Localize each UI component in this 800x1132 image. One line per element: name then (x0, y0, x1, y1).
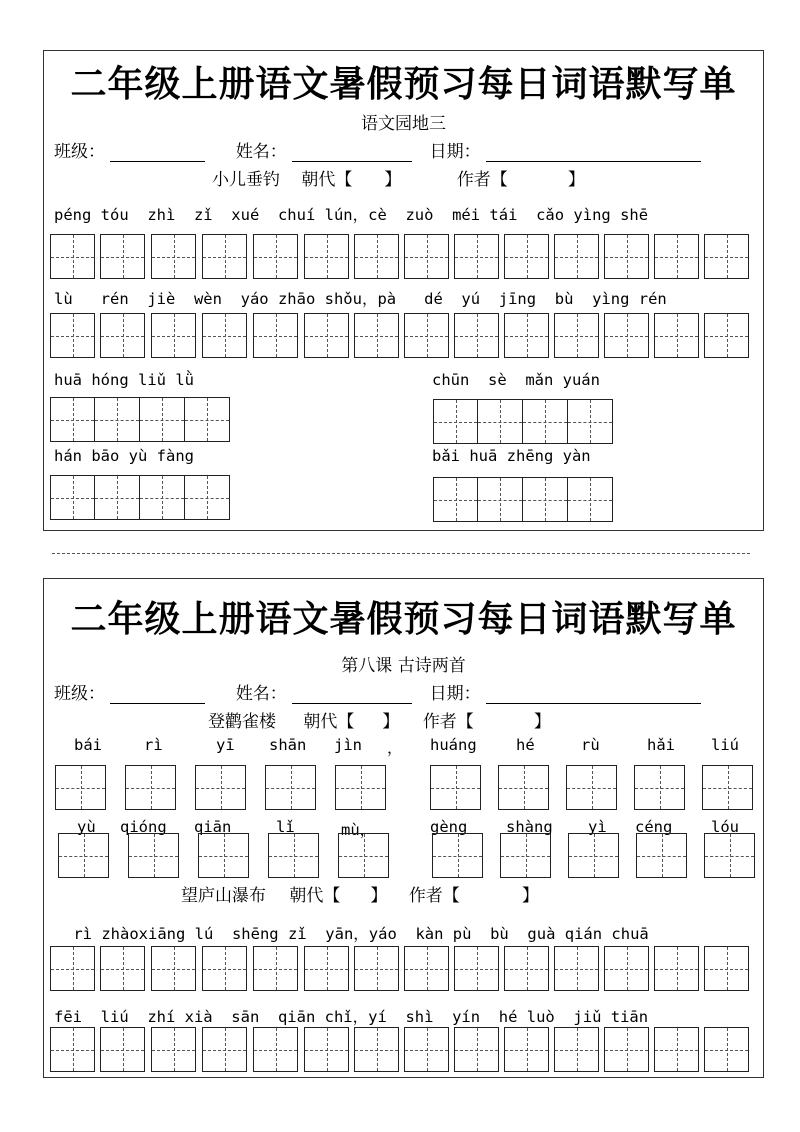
tianzige-cell[interactable] (253, 313, 298, 358)
writing-grid-row[interactable] (50, 234, 749, 279)
tianzige-cell[interactable] (604, 234, 649, 279)
writing-grid-row[interactable] (50, 1027, 749, 1072)
tianzige-cell[interactable] (100, 234, 145, 279)
tianzige-cell[interactable] (125, 765, 176, 810)
tianzige-cell[interactable] (704, 234, 749, 279)
worksheet-2 (43, 578, 764, 1078)
author-label: 作者【 (456, 170, 508, 190)
tianzige-cell[interactable] (151, 946, 196, 991)
dynasty-close: 】 (382, 712, 400, 732)
tianzige-cell[interactable] (504, 946, 549, 991)
worksheet-title: 二年级上册语文暑假预习每日词语默写单 (70, 598, 737, 640)
dynasty-close: 】 (370, 886, 388, 906)
tianzige-cell[interactable] (454, 234, 499, 279)
tianzige-cell[interactable] (498, 765, 549, 810)
tianzige-cell[interactable] (704, 946, 749, 991)
pinyin-syllable: hǎi (647, 736, 675, 754)
pinyin-syllable: shàng (506, 818, 553, 836)
tianzige-cell[interactable] (50, 234, 95, 279)
tianzige-cell[interactable] (432, 833, 483, 878)
tianzige-cell[interactable] (354, 313, 399, 358)
tianzige-cell[interactable] (568, 833, 619, 878)
poem-name: 登鹳雀楼 (208, 712, 276, 732)
dynasty-label: 朝代【 (303, 712, 355, 732)
tianzige-cell[interactable] (568, 399, 613, 444)
tianzige-cell[interactable] (185, 475, 230, 520)
tianzige-cell[interactable] (433, 477, 478, 522)
student-info-line (54, 137, 701, 162)
tianzige-cell[interactable] (504, 1027, 549, 1072)
worksheet-1 (43, 50, 764, 531)
author-close: 】 (567, 170, 585, 190)
tianzige-cell[interactable] (253, 1027, 298, 1072)
pinyin-row: fēi liú zhí xià sān qiān chǐ，yí shì yín hé luò jiǔ tiān (54, 1008, 649, 1026)
pinyin-syllable: hé (516, 736, 535, 754)
pinyin-row: rì zhàoxiāng lú shēng zǐ yān，yáo kàn pù bù guà qián chuā (64, 925, 649, 943)
tianzige-cell[interactable] (704, 1027, 749, 1072)
word-pinyin: bǎi huā zhēng yàn (432, 447, 591, 465)
writing-grid-row[interactable] (50, 313, 749, 358)
tianzige-cell[interactable] (554, 946, 599, 991)
pinyin-syllable: lǐ (276, 818, 295, 836)
tianzige-cell[interactable] (50, 1027, 95, 1072)
tianzige-cell[interactable] (404, 946, 449, 991)
tianzige-cell[interactable] (354, 1027, 399, 1072)
tianzige-cell[interactable] (604, 1027, 649, 1072)
tianzige-cell[interactable] (304, 1027, 349, 1072)
poem-heading (181, 881, 539, 906)
pinyin-syllable: rì (144, 736, 163, 754)
tianzige-cell[interactable] (100, 313, 145, 358)
name-blank[interactable] (292, 145, 412, 162)
tianzige-cell[interactable] (654, 946, 699, 991)
student-info-line (54, 679, 701, 704)
pinyin-syllable: shān (269, 736, 307, 754)
lesson-subtitle: 第八课 古诗两首 (341, 656, 466, 676)
tianzige-cell[interactable] (504, 234, 549, 279)
tianzige-cell[interactable] (404, 1027, 449, 1072)
tianzige-cell[interactable] (454, 946, 499, 991)
tianzige-cell[interactable] (335, 765, 386, 810)
worksheet-title: 二年级上册语文暑假预习每日词语默写单 (70, 63, 737, 105)
name-label: 姓名： (235, 142, 287, 162)
tianzige-cell[interactable] (404, 313, 449, 358)
tianzige-cell[interactable] (634, 765, 685, 810)
date-blank[interactable] (486, 145, 701, 162)
tianzige-cell[interactable] (95, 397, 140, 442)
lesson-subtitle: 语文园地三 (361, 114, 446, 134)
tianzige-cell[interactable] (202, 234, 247, 279)
pinyin-syllable: jìn (334, 736, 362, 754)
tianzige-cell[interactable] (185, 397, 230, 442)
pinyin-syllable: gèng (430, 818, 468, 836)
tianzige-cell[interactable] (504, 313, 549, 358)
cut-line (52, 553, 750, 554)
pinyin-syllable: yù (77, 818, 96, 836)
tianzige-cell[interactable] (566, 765, 617, 810)
date-label: 日期： (429, 684, 481, 704)
author-close: 】 (533, 712, 551, 732)
pinyin-syllable: qióng (120, 818, 167, 836)
class-label: 班级： (54, 142, 105, 162)
poem-heading (212, 165, 585, 190)
tianzige-cell[interactable] (100, 1027, 145, 1072)
pinyin-syllable: qiān (194, 818, 232, 836)
word-pinyin: hán bāo yù fàng (54, 447, 194, 465)
pinyin-syllable: mù， (341, 821, 376, 839)
tianzige-cell[interactable] (568, 477, 613, 522)
tianzige-cell[interactable] (151, 1027, 196, 1072)
tianzige-cell[interactable] (454, 1027, 499, 1072)
class-blank[interactable] (110, 145, 205, 162)
name-blank[interactable] (292, 687, 412, 704)
pinyin-syllable: yī (216, 736, 235, 754)
dynasty-label: 朝代【 (301, 170, 353, 190)
tianzige-cell[interactable] (604, 313, 649, 358)
tianzige-cell[interactable] (430, 765, 481, 810)
word-pinyin: huā hóng liǔ lǜ (54, 371, 194, 389)
pinyin-syllable: lóu (711, 818, 739, 836)
tianzige-cell[interactable] (202, 313, 247, 358)
writing-grid-row[interactable] (55, 765, 753, 810)
tianzige-cell[interactable] (140, 475, 185, 520)
tianzige-cell[interactable] (478, 477, 523, 522)
word-grid[interactable] (50, 397, 230, 442)
author-label: 作者【 (408, 886, 460, 906)
pinyin-syllable: yì (588, 818, 607, 836)
tianzige-cell[interactable] (554, 234, 599, 279)
writing-grid-row[interactable] (58, 833, 755, 878)
author-close: 】 (521, 886, 539, 906)
tianzige-cell[interactable] (202, 946, 247, 991)
tianzige-cell[interactable] (404, 234, 449, 279)
word-grid[interactable] (433, 399, 613, 444)
tianzige-cell[interactable] (704, 833, 755, 878)
tianzige-cell[interactable] (704, 313, 749, 358)
tianzige-cell[interactable] (50, 397, 95, 442)
dynasty-label: 朝代【 (289, 886, 341, 906)
tianzige-cell[interactable] (338, 833, 389, 878)
pinyin-syllable: rù (581, 736, 600, 754)
pinyin-syllable: céng (635, 818, 673, 836)
tianzige-cell[interactable] (304, 946, 349, 991)
date-blank[interactable] (486, 687, 701, 704)
date-label: 日期： (429, 142, 481, 162)
word-grid[interactable] (50, 475, 230, 520)
tianzige-cell[interactable] (151, 234, 196, 279)
pinyin-row: péng tóu zhì zǐ xué chuí lún，cè zuò méi tái cǎo yìng shē (54, 206, 649, 224)
tianzige-cell[interactable] (523, 399, 568, 444)
tianzige-cell[interactable] (140, 397, 185, 442)
word-pinyin: chūn sè mǎn yuán (432, 371, 600, 389)
tianzige-cell[interactable] (636, 833, 687, 878)
tianzige-cell[interactable] (354, 234, 399, 279)
class-label: 班级： (54, 684, 105, 704)
tianzige-cell[interactable] (50, 313, 95, 358)
tianzige-cell[interactable] (654, 234, 699, 279)
tianzige-cell[interactable] (304, 313, 349, 358)
tianzige-cell[interactable] (128, 833, 179, 878)
tianzige-cell[interactable] (50, 946, 95, 991)
tianzige-cell[interactable] (55, 765, 106, 810)
tianzige-cell[interactable] (702, 765, 753, 810)
pinyin-syllable: liú (711, 736, 739, 754)
class-blank[interactable] (110, 687, 205, 704)
tianzige-cell[interactable] (454, 313, 499, 358)
author-label: 作者【 (422, 712, 474, 732)
tianzige-cell[interactable] (500, 833, 551, 878)
writing-grid-row[interactable] (50, 946, 749, 991)
tianzige-cell[interactable] (554, 1027, 599, 1072)
tianzige-cell[interactable] (202, 1027, 247, 1072)
tianzige-cell[interactable] (95, 475, 140, 520)
tianzige-cell[interactable] (654, 1027, 699, 1072)
poem-heading (208, 707, 551, 732)
tianzige-cell[interactable] (151, 313, 196, 358)
pinyin-row: lù rén jiè wèn yáo zhāo shǒu，pà dé yú jīng bù yìng rén (54, 290, 667, 308)
tianzige-cell[interactable] (433, 399, 478, 444)
pinyin-syllable: huáng (430, 736, 477, 754)
tianzige-cell[interactable] (304, 234, 349, 279)
dynasty-close: 】 (384, 170, 402, 190)
poem-name: 小儿垂钓 (212, 170, 280, 190)
tianzige-cell[interactable] (604, 946, 649, 991)
tianzige-cell[interactable] (268, 833, 319, 878)
tianzige-cell[interactable] (195, 765, 246, 810)
tianzige-cell[interactable] (253, 234, 298, 279)
pinyin-syllable: ， (387, 739, 403, 757)
tianzige-cell[interactable] (554, 313, 599, 358)
tianzige-cell[interactable] (354, 946, 399, 991)
pinyin-syllable: bái (74, 736, 102, 754)
name-label: 姓名： (235, 684, 287, 704)
tianzige-cell[interactable] (478, 399, 523, 444)
tianzige-cell[interactable] (265, 765, 316, 810)
tianzige-cell[interactable] (654, 313, 699, 358)
poem-name: 望庐山瀑布 (181, 886, 266, 906)
tianzige-cell[interactable] (523, 477, 568, 522)
tianzige-cell[interactable] (100, 946, 145, 991)
word-grid[interactable] (433, 477, 613, 522)
tianzige-cell[interactable] (253, 946, 298, 991)
tianzige-cell[interactable] (58, 833, 109, 878)
tianzige-cell[interactable] (50, 475, 95, 520)
tianzige-cell[interactable] (198, 833, 249, 878)
